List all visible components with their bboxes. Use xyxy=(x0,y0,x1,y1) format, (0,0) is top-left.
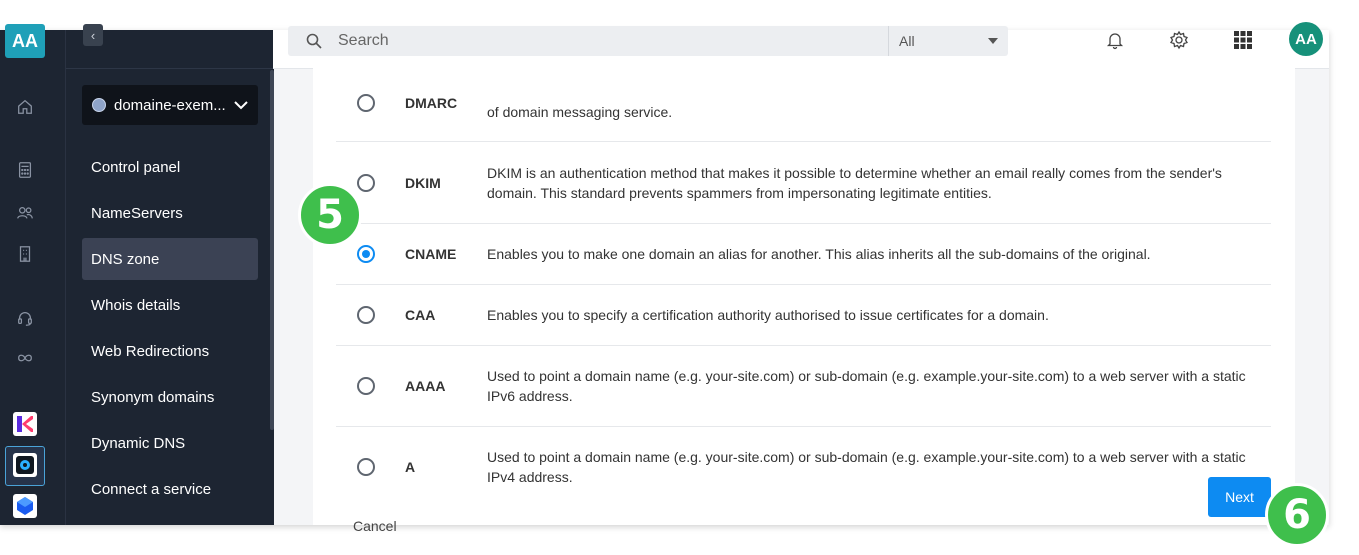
search-icon xyxy=(306,33,322,49)
infinity-icon[interactable] xyxy=(14,347,36,369)
chevron-down-icon xyxy=(234,97,248,113)
record-name: A xyxy=(405,459,416,475)
record-description: DKIM is an authentication method that makes it possible to determine whether an email really comes from the sender's domain. This standard prevents spammers from impersonating legitimate entities. xyxy=(487,165,1222,201)
record-row-cname[interactable] xyxy=(336,224,1271,285)
kdrive-app-icon[interactable] xyxy=(13,494,37,518)
domain-name: domaine-exem... xyxy=(114,96,226,114)
domain-selector[interactable] xyxy=(82,85,258,125)
record-radio-cname[interactable] xyxy=(357,245,375,263)
menu-item-dns-zone[interactable]: DNS zone xyxy=(82,238,258,280)
record-type-card xyxy=(313,68,1295,534)
record-row-dmarc[interactable] xyxy=(336,38,1271,142)
calculator-icon[interactable] xyxy=(14,159,36,181)
record-radio-caa[interactable] xyxy=(357,306,375,324)
record-radio-a[interactable] xyxy=(357,458,375,476)
record-description: Used to point a domain name (e.g. your-site.com) or sub-domain (e.g. example.your-site.com) to a web server with a static IPv6 address. xyxy=(487,368,1246,404)
record-row-aaaa[interactable] xyxy=(336,346,1271,427)
record-radio-dkim[interactable] xyxy=(357,174,375,192)
app-rail xyxy=(0,30,65,525)
kchat-app-icon[interactable] xyxy=(13,412,37,436)
record-description: Enables you to make one domain an alias for another. This alias inherits all the sub-domains of the original. xyxy=(487,246,1151,262)
menu-divider xyxy=(66,68,274,69)
infomaniak-app-icon[interactable] xyxy=(13,453,37,477)
building-icon[interactable] xyxy=(14,243,36,265)
user-avatar[interactable]: AA xyxy=(1289,22,1323,56)
record-description: Used to point a domain name (e.g. your-site.com) or sub-domain (e.g. example.your-site.com) to a web server with a static IPv4 address. xyxy=(487,449,1246,485)
menu-item-nameservers[interactable]: NameServers xyxy=(91,204,183,222)
app-window xyxy=(0,27,1329,534)
record-radio-dmarc[interactable] xyxy=(357,94,375,112)
collapse-menu-button[interactable]: ‹ xyxy=(83,24,103,46)
cancel-button[interactable]: Cancel xyxy=(353,518,397,534)
record-row-dkim[interactable] xyxy=(336,142,1271,224)
record-name: DMARC xyxy=(405,95,458,111)
step-badge-5: 5 xyxy=(298,183,362,247)
record-name: AAAA xyxy=(405,378,446,394)
record-description: Enables you to specify a certification authority authorised to issue certificates for a domain. xyxy=(487,307,1049,323)
menu-item-dynamic-dns[interactable]: Dynamic DNS xyxy=(91,434,186,452)
record-radio-aaaa[interactable] xyxy=(357,377,375,395)
record-row-a[interactable] xyxy=(336,427,1271,508)
menu-scrollbar[interactable] xyxy=(270,70,274,430)
domain-menu xyxy=(65,27,274,525)
home-icon[interactable] xyxy=(14,96,36,118)
record-name: DKIM xyxy=(405,175,441,191)
record-name: CNAME xyxy=(405,246,457,262)
search-scope-value: All xyxy=(899,33,915,49)
record-row-caa[interactable] xyxy=(336,285,1271,346)
menu-item-connect-service[interactable]: Connect a service xyxy=(91,480,212,498)
menu-item-control-panel[interactable]: Control panel xyxy=(91,158,181,176)
record-name: CAA xyxy=(405,307,436,323)
record-description: of domain messaging service. xyxy=(487,104,673,120)
menu-item-synonym-domains[interactable]: Synonym domains xyxy=(91,388,215,406)
globe-icon xyxy=(92,98,106,112)
users-icon[interactable] xyxy=(14,202,36,224)
menu-item-whois-details[interactable]: Whois details xyxy=(91,296,181,314)
account-avatar[interactable]: AA xyxy=(5,24,45,58)
step-badge-6: 6 xyxy=(1265,483,1329,547)
headset-icon[interactable] xyxy=(14,307,36,329)
next-button[interactable]: Next xyxy=(1208,477,1271,517)
menu-item-web-redirections[interactable]: Web Redirections xyxy=(91,342,210,360)
